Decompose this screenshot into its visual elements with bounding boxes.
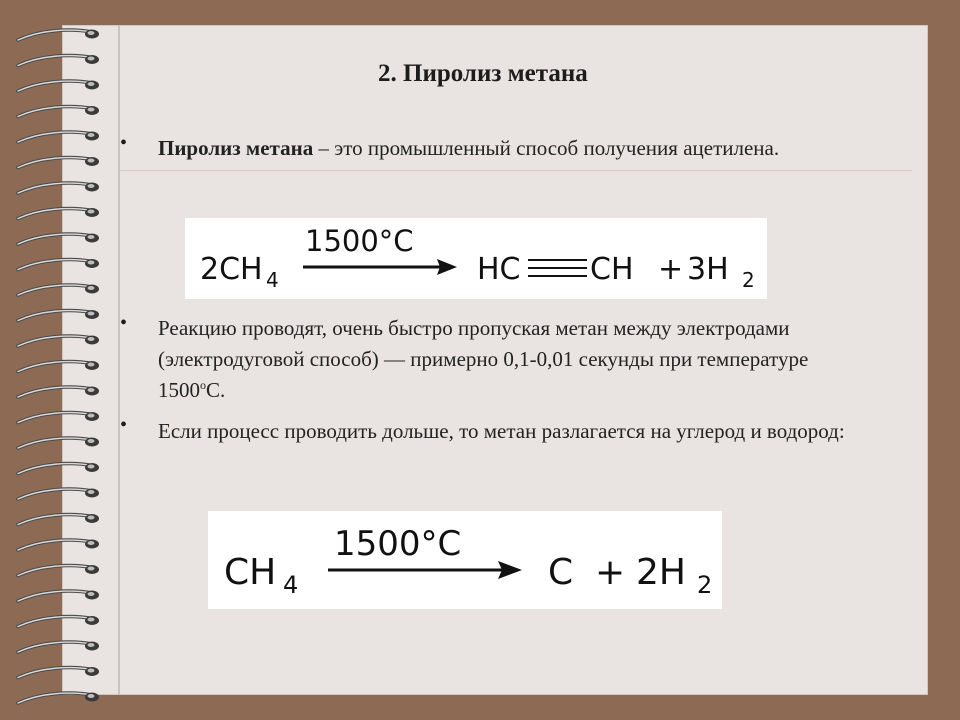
spiral-coil [18, 259, 99, 270]
spiral-coil [18, 310, 99, 321]
spiral-coil [18, 336, 99, 347]
spiral-coil [18, 387, 99, 398]
bullet-1-text [158, 133, 848, 164]
spiral-coil [18, 234, 99, 245]
eq2-condition: 1500°C [334, 524, 462, 564]
eq1-plus: + [658, 252, 684, 287]
spiral-coil [18, 438, 99, 449]
eq1-condition: 1500°C [305, 224, 414, 258]
equation-1-image [185, 218, 767, 299]
eq2-product2: 2H [636, 552, 686, 593]
spiral-coil [18, 642, 99, 653]
spiral-coil [18, 616, 99, 627]
spiral-coil [18, 489, 99, 500]
bullet-3-text: Если процесс проводить дольше, то метан разлагается на углерод и водород: [158, 419, 845, 443]
bullet-2-end: С. [206, 378, 226, 402]
spiral-coil [18, 667, 99, 678]
spiral-coil [18, 591, 99, 602]
spiral-coil [18, 540, 99, 551]
eq1-product2: 3H [687, 252, 729, 287]
bullet-dot: • [120, 312, 128, 334]
spiral-coil [18, 693, 99, 704]
eq2-product2-subscript: 2 [697, 571, 713, 599]
eq1-arrow-head [437, 259, 457, 275]
eq2-plus: + [595, 552, 626, 593]
spiral-coil [18, 183, 99, 194]
bullet-2-main: Реакцию проводят, очень быстро пропуская метан между электродами (электродуговой способ) — примерно 0,1-0,01 секунды при температуре 1500 [158, 316, 809, 402]
spiral-coil [18, 361, 99, 372]
spiral-coil [18, 30, 99, 41]
spiral-coil [18, 412, 99, 423]
eq1-reactant: 2CH [200, 252, 263, 287]
spiral-coil [18, 514, 99, 525]
spiral-coil [18, 106, 99, 117]
bullet-2-text [158, 313, 848, 406]
spiral-coil [18, 55, 99, 66]
bullet-1-lead: Пиролиз метана [158, 136, 314, 160]
spiral-coil [18, 157, 99, 168]
bullet-dot: • [120, 414, 128, 436]
spiral-coil [18, 81, 99, 92]
spiral-coil [18, 208, 99, 219]
spiral-coil [18, 132, 99, 143]
eq2-reactant: CH [224, 552, 277, 593]
bullet-2-degree-sup: о [200, 378, 206, 392]
eq1-product2-subscript: 2 [742, 268, 755, 292]
bullet-dot: • [120, 132, 128, 154]
spiral-coil [18, 565, 99, 576]
ruled-line [120, 170, 912, 171]
spiral-coil [18, 285, 99, 296]
eq2-reactant-subscript: 4 [283, 571, 299, 599]
eq1-product-left: HC [477, 252, 521, 287]
slide-title: 2. Пиролиз метана [378, 60, 588, 87]
eq2-product1: C [548, 552, 574, 593]
spiral-binding [0, 0, 120, 720]
bullet-1-rest: – это промышленный способ получения ацетилена. [313, 136, 780, 160]
spiral-coil [18, 463, 99, 474]
eq1-reactant-subscript: 4 [266, 268, 279, 292]
equation-2-image [208, 511, 722, 609]
eq1-product-right: CH [590, 252, 634, 287]
